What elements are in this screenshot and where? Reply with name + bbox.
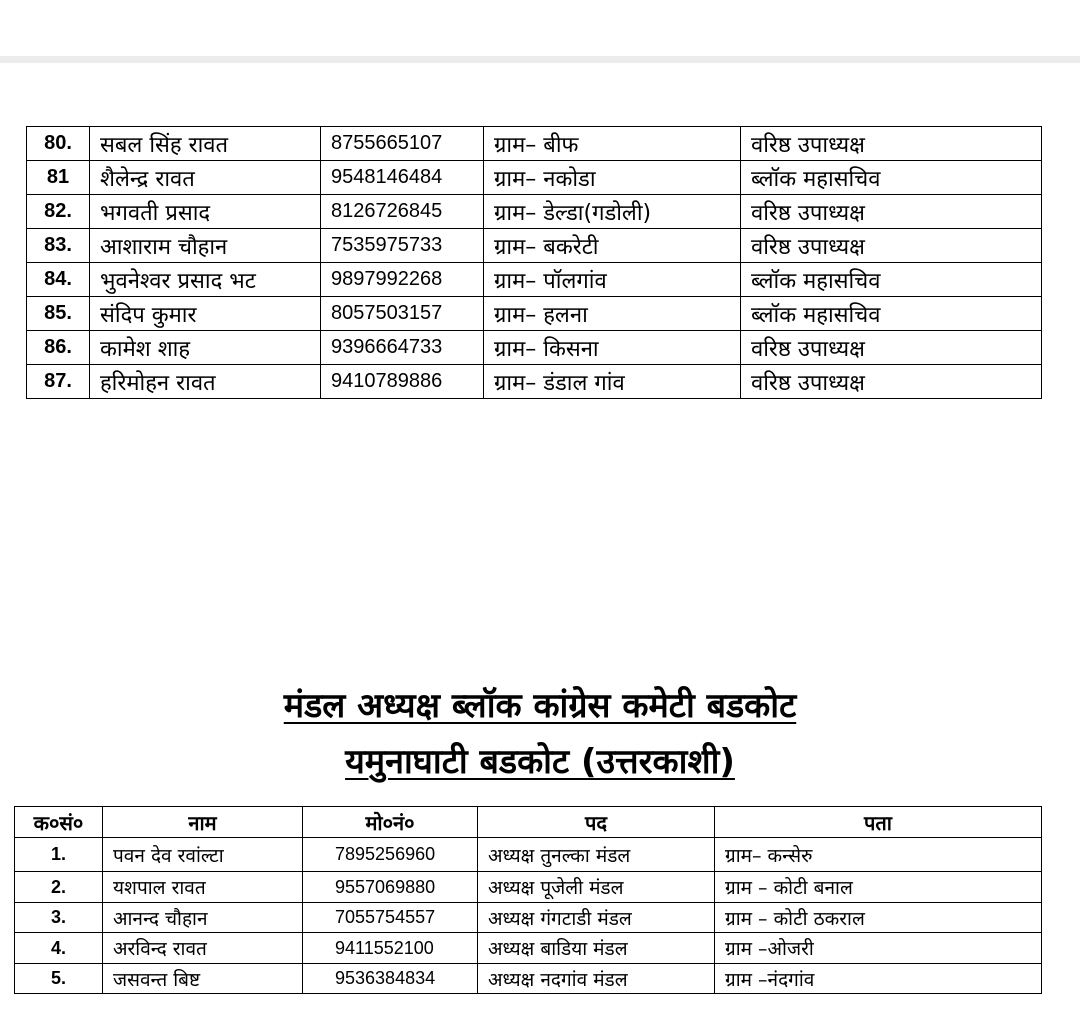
serial-number: 84. xyxy=(27,263,90,297)
designation: वरिष्ठ उपाध्यक्ष xyxy=(741,127,1042,161)
serial-number: 2. xyxy=(15,872,103,903)
top-band-divider xyxy=(0,56,1080,63)
table-row xyxy=(27,263,1042,297)
mobile-number: 9557069880 xyxy=(303,872,478,903)
serial-number: 82. xyxy=(27,195,90,229)
designation: वरिष्ठ उपाध्यक्ष xyxy=(741,229,1042,263)
header-post: पद xyxy=(478,807,715,838)
designation: अध्यक्ष पूजेली मंडल xyxy=(478,872,715,903)
header-address: पता xyxy=(715,807,1042,838)
designation: अध्यक्ष नदगांव मंडल xyxy=(478,964,715,994)
mandal-presidents-table xyxy=(14,806,1042,994)
member-name: अरविन्द रावत xyxy=(103,933,303,964)
table-row xyxy=(27,331,1042,365)
section-heading-line1 xyxy=(0,686,1080,726)
serial-number: 83. xyxy=(27,229,90,263)
member-name: यशपाल रावत xyxy=(103,872,303,903)
village-address: ग्राम – कोटी बनाल xyxy=(715,872,1042,903)
designation: वरिष्ठ उपाध्यक्ष xyxy=(741,195,1042,229)
village-address: ग्राम– डेल्डा(गडोली) xyxy=(484,195,741,229)
table-row xyxy=(27,229,1042,263)
member-name: भगवती प्रसाद xyxy=(90,195,321,229)
member-name: जसवन्त बिष्ट xyxy=(103,964,303,994)
section-heading-line2-text: यमुनाघाटी बडकोट (उत्तरकाशी) xyxy=(345,742,735,782)
table-row xyxy=(27,365,1042,399)
serial-number: 3. xyxy=(15,903,103,933)
village-address: ग्राम– कन्सेरु xyxy=(715,838,1042,872)
table-row xyxy=(15,903,1042,933)
village-address: ग्राम– नकोडा xyxy=(484,161,741,195)
serial-number: 86. xyxy=(27,331,90,365)
village-address: ग्राम– बीफ xyxy=(484,127,741,161)
table-header-row xyxy=(15,807,1042,838)
table-row xyxy=(15,964,1042,994)
members-table xyxy=(26,126,1042,399)
member-name: सबल सिंह रावत xyxy=(90,127,321,161)
village-address: ग्राम– पॉलगांव xyxy=(484,263,741,297)
designation: वरिष्ठ उपाध्यक्ष xyxy=(741,331,1042,365)
table-row xyxy=(15,933,1042,964)
village-address: ग्राम –नंदगांव xyxy=(715,964,1042,994)
mobile-number: 9897992268 xyxy=(321,263,484,297)
mobile-number: 8057503157 xyxy=(321,297,484,331)
mobile-number: 9411552100 xyxy=(303,933,478,964)
table-row xyxy=(15,838,1042,872)
designation: वरिष्ठ उपाध्यक्ष xyxy=(741,365,1042,399)
village-address: ग्राम– हलना xyxy=(484,297,741,331)
designation: अध्यक्ष तुनल्का मंडल xyxy=(478,838,715,872)
designation: ब्लॉक महासचिव xyxy=(741,263,1042,297)
designation: अध्यक्ष बाडिया मंडल xyxy=(478,933,715,964)
mobile-number: 7055754557 xyxy=(303,903,478,933)
member-name: पवन देव रवांल्टा xyxy=(103,838,303,872)
header-serial: क०सं० xyxy=(15,807,103,838)
member-name: भुवनेश्वर प्रसाद भट xyxy=(90,263,321,297)
member-name: हरिमोहन रावत xyxy=(90,365,321,399)
serial-number: 81 xyxy=(27,161,90,195)
serial-number: 4. xyxy=(15,933,103,964)
mobile-number: 9536384834 xyxy=(303,964,478,994)
member-name: संदिप कुमार xyxy=(90,297,321,331)
member-name: आनन्द चौहान xyxy=(103,903,303,933)
village-address: ग्राम –ओजरी xyxy=(715,933,1042,964)
header-name: नाम xyxy=(103,807,303,838)
designation: ब्लॉक महासचिव xyxy=(741,161,1042,195)
member-name: आशाराम चौहान xyxy=(90,229,321,263)
village-address: ग्राम – कोटी ठकराल xyxy=(715,903,1042,933)
member-name: शैलेन्द्र रावत xyxy=(90,161,321,195)
section-heading-line1-text: मंडल अध्यक्ष ब्लॉक कांग्रेस कमेटी बडकोट xyxy=(283,686,797,726)
village-address: ग्राम– डंडाल गांव xyxy=(484,365,741,399)
serial-number: 80. xyxy=(27,127,90,161)
village-address: ग्राम– बकरेटी xyxy=(484,229,741,263)
section-heading-line2 xyxy=(0,742,1080,782)
mobile-number: 8126726845 xyxy=(321,195,484,229)
mobile-number: 8755665107 xyxy=(321,127,484,161)
serial-number: 5. xyxy=(15,964,103,994)
table-row xyxy=(27,127,1042,161)
table-row xyxy=(27,297,1042,331)
mobile-number: 9548146484 xyxy=(321,161,484,195)
top-blank-band xyxy=(0,0,1080,62)
table-row xyxy=(27,195,1042,229)
table-row xyxy=(27,161,1042,195)
table-row xyxy=(15,872,1042,903)
serial-number: 85. xyxy=(27,297,90,331)
mobile-number: 7895256960 xyxy=(303,838,478,872)
mobile-number: 9396664733 xyxy=(321,331,484,365)
mobile-number: 7535975733 xyxy=(321,229,484,263)
village-address: ग्राम– किसना xyxy=(484,331,741,365)
serial-number: 87. xyxy=(27,365,90,399)
member-name: कामेश शाह xyxy=(90,331,321,365)
mobile-number: 9410789886 xyxy=(321,365,484,399)
designation: ब्लॉक महासचिव xyxy=(741,297,1042,331)
header-mobile: मो०नं० xyxy=(303,807,478,838)
designation: अध्यक्ष गंगटाडी मंडल xyxy=(478,903,715,933)
serial-number: 1. xyxy=(15,838,103,872)
